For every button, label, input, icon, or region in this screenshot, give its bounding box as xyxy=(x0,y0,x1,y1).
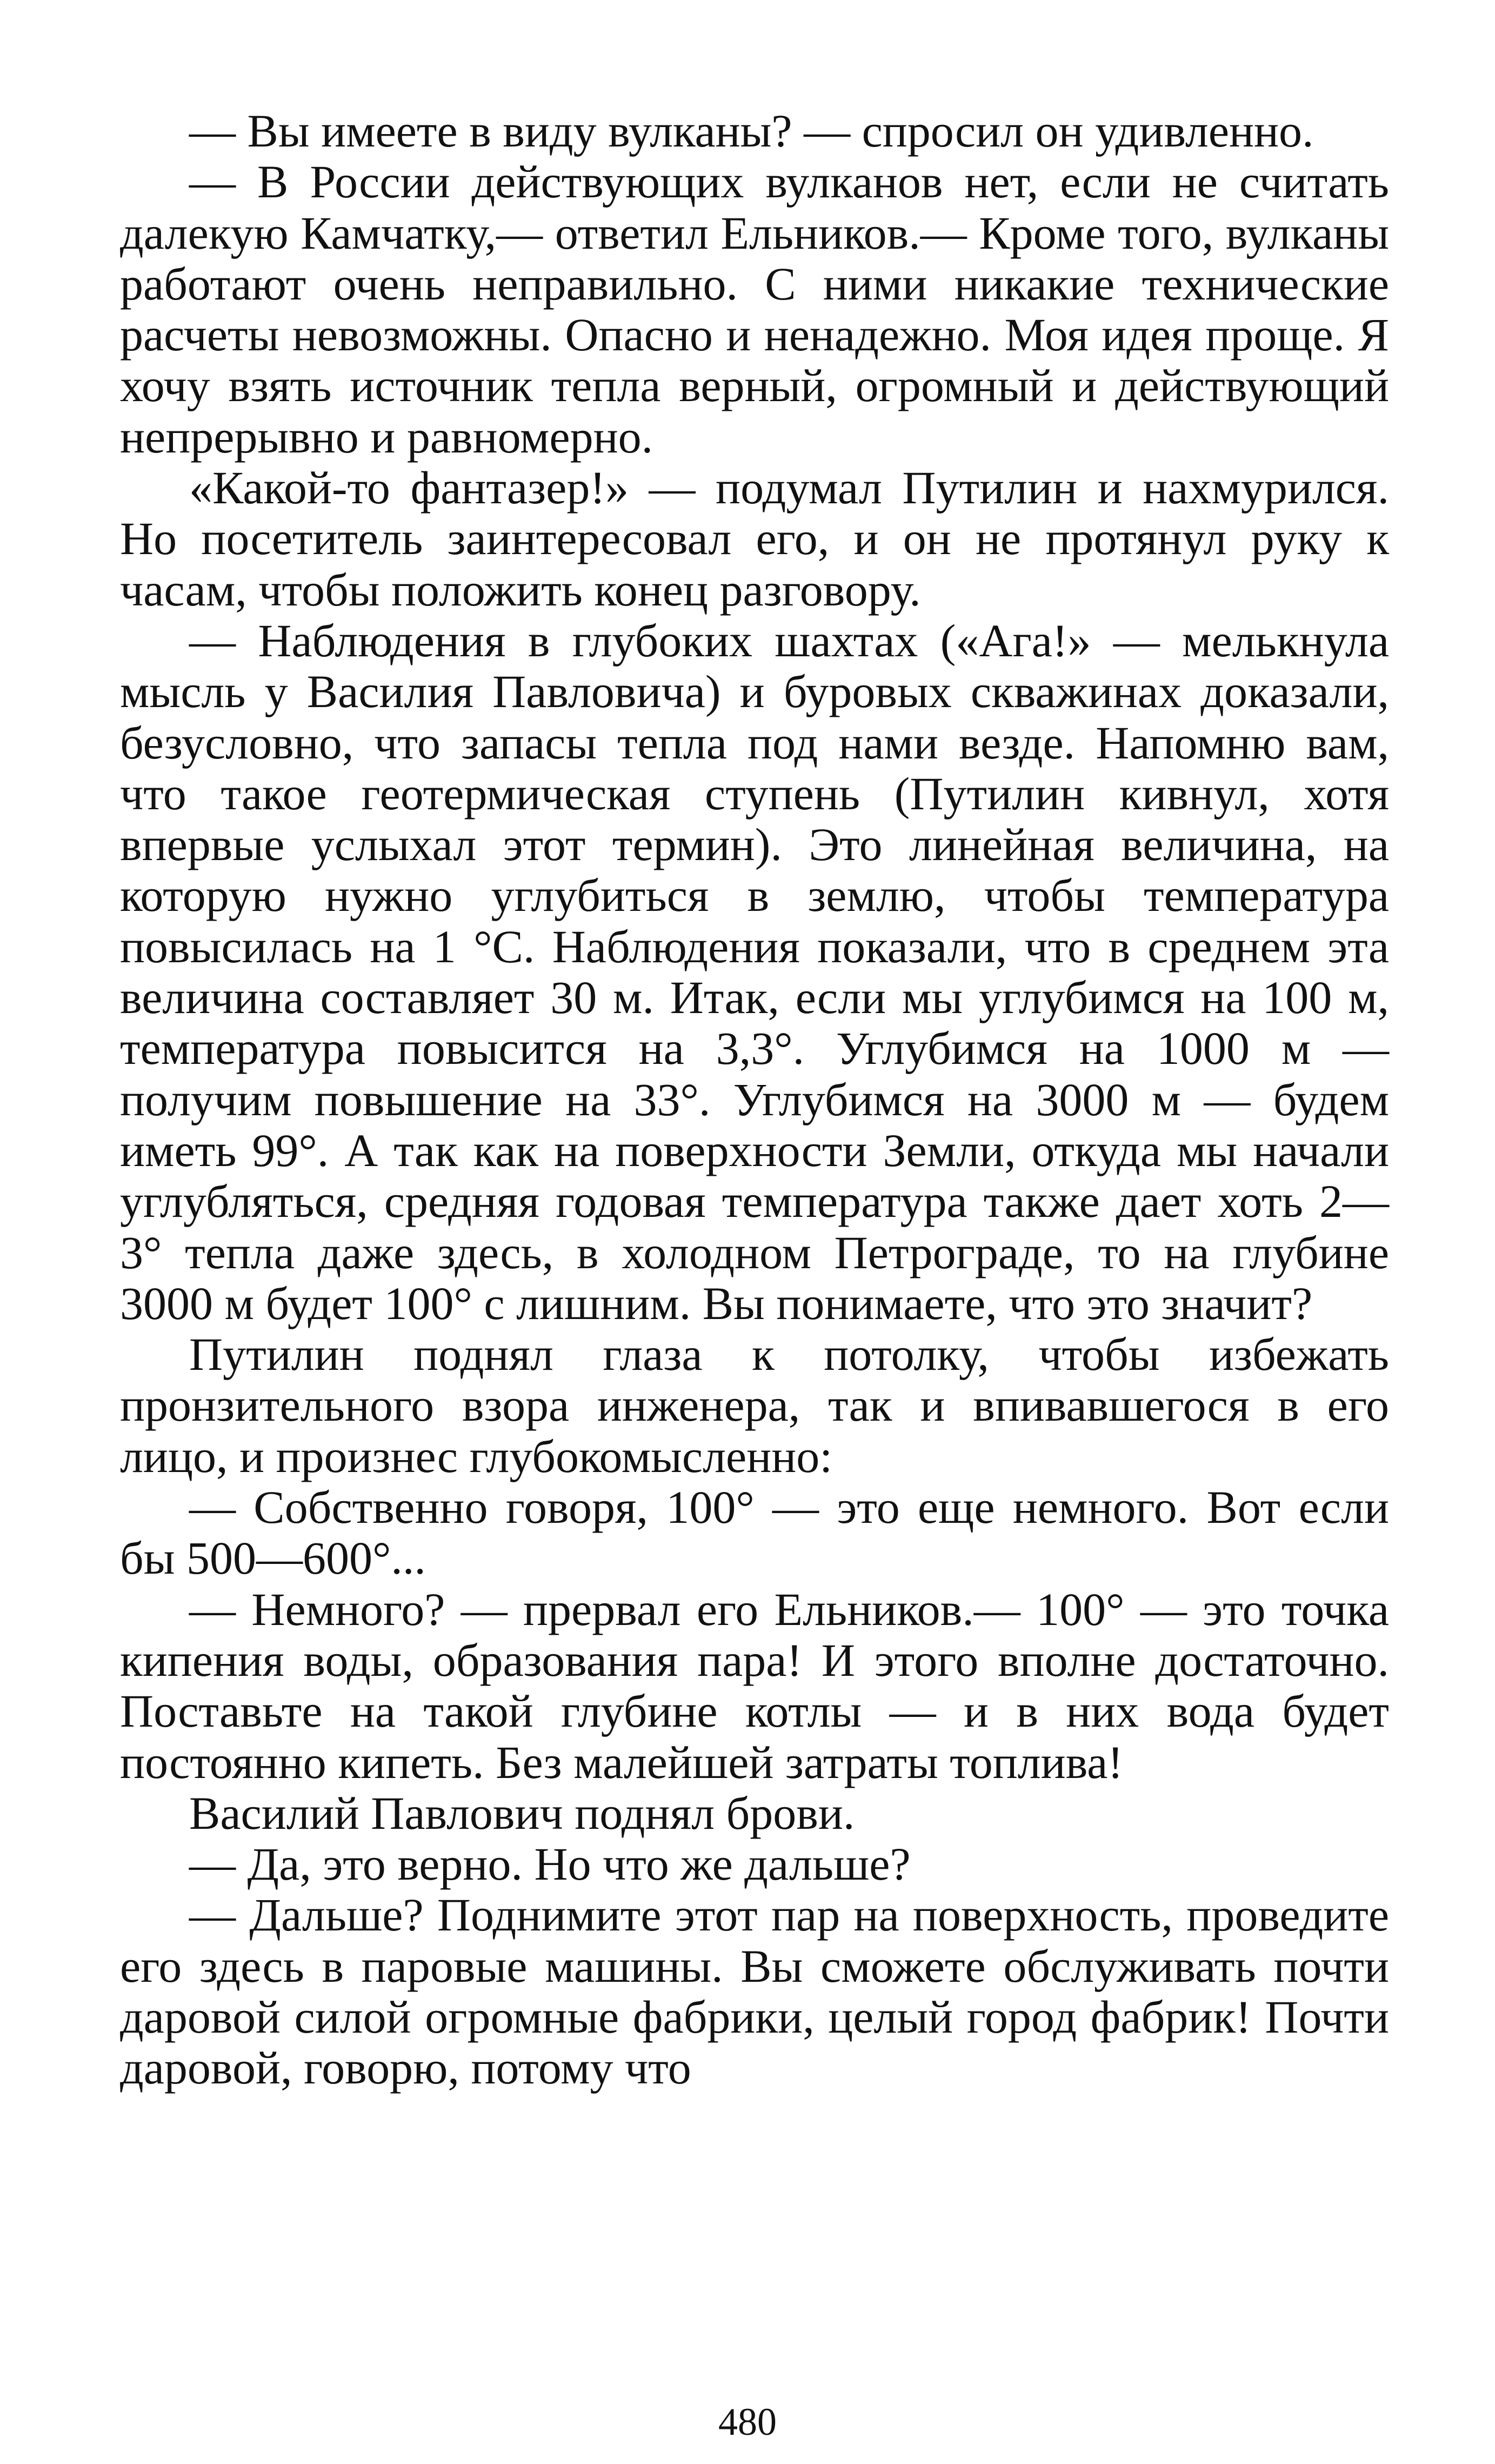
paragraph-4: — Наблюдения в глубоких шахтах («Ага!» — мелькнула мысль у Василия Павловича) и буровых скважинах доказали, безусловно, что запасы тепла под нами везде. Напомню вам, что такое геотермическая ступень (Путилин кивнул, хотя впервые услыхал этот термин). Это линейная величина, на которую нужно углубиться в землю, чтобы температура повысилась на 1 °С. Наблюдения показали, что в среднем эта величина составляет 30 м. Итак, если мы углубимся на 100 м, температура повысится на 3,3°. Углубимся на 1000 м — получим повышение на 33°. Углубимся на 3000 м — будем иметь 99°. А так как на поверхности Земли, откуда мы начали углубляться, средняя годовая температура также дает хоть 2—3° тепла даже здесь, в холодном Петрограде, то на глубине 3000 м будет 100° с лишним. Вы понимаете, что это значит? xyxy=(120,614,1389,1329)
paragraph-7: — Немного? — прервал его Ельников.— 100° — это точка кипения воды, образования пара! И этого вполне достаточно. Поставьте на такой глубине котлы — и в них вода будет постоянно кипеть. Без малейшей затраты топлива! xyxy=(120,1583,1389,1788)
paragraph-3: «Какой-то фантазер!» — подумал Путилин и нахмурился. Но посетитель заинтересовал его, и он не протянул руку к часам, чтобы положить конец разговору. xyxy=(120,462,1389,616)
paragraph-2: — В России действующих вулканов нет, если не считать далекую Камчатку,— ответил Ельников.— Кроме того, вулканы работают очень неправильно. С ними никакие технические расчеты невозможны. Опасно и ненадежно. Моя идея проще. Я хочу взять источник тепла верный, огромный и действующий непрерывно и равномерно. xyxy=(120,156,1389,463)
paragraph-8: Василий Павлович поднял брови. xyxy=(189,1787,855,1839)
paragraph-5: Путилин поднял глаза к потолку, чтобы избежать пронзительного взора инженера, так и впивавшегося в его лицо, и произнес глубокомысленно: xyxy=(120,1328,1389,1482)
paragraph-6: — Собственно говоря, 100° — это еще немного. Вот если бы 500—600°... xyxy=(120,1481,1389,1584)
paragraph-1: — Вы имеете в виду вулканы? — спросил он удивленно. xyxy=(189,105,1314,157)
paragraph-10: — Дальше? Поднимите этот пар на поверхность, проведите его здесь в паровые машины. Вы сможете обслуживать почти даровой силой огромные фабрики, целый город фабрик! Почти даровой, говорю, потому что xyxy=(120,1889,1389,2094)
paragraph-9: — Да, это верно. Но что же дальше? xyxy=(189,1838,911,1890)
page-text xyxy=(120,105,1389,2094)
page-number: 480 xyxy=(718,2400,777,2443)
